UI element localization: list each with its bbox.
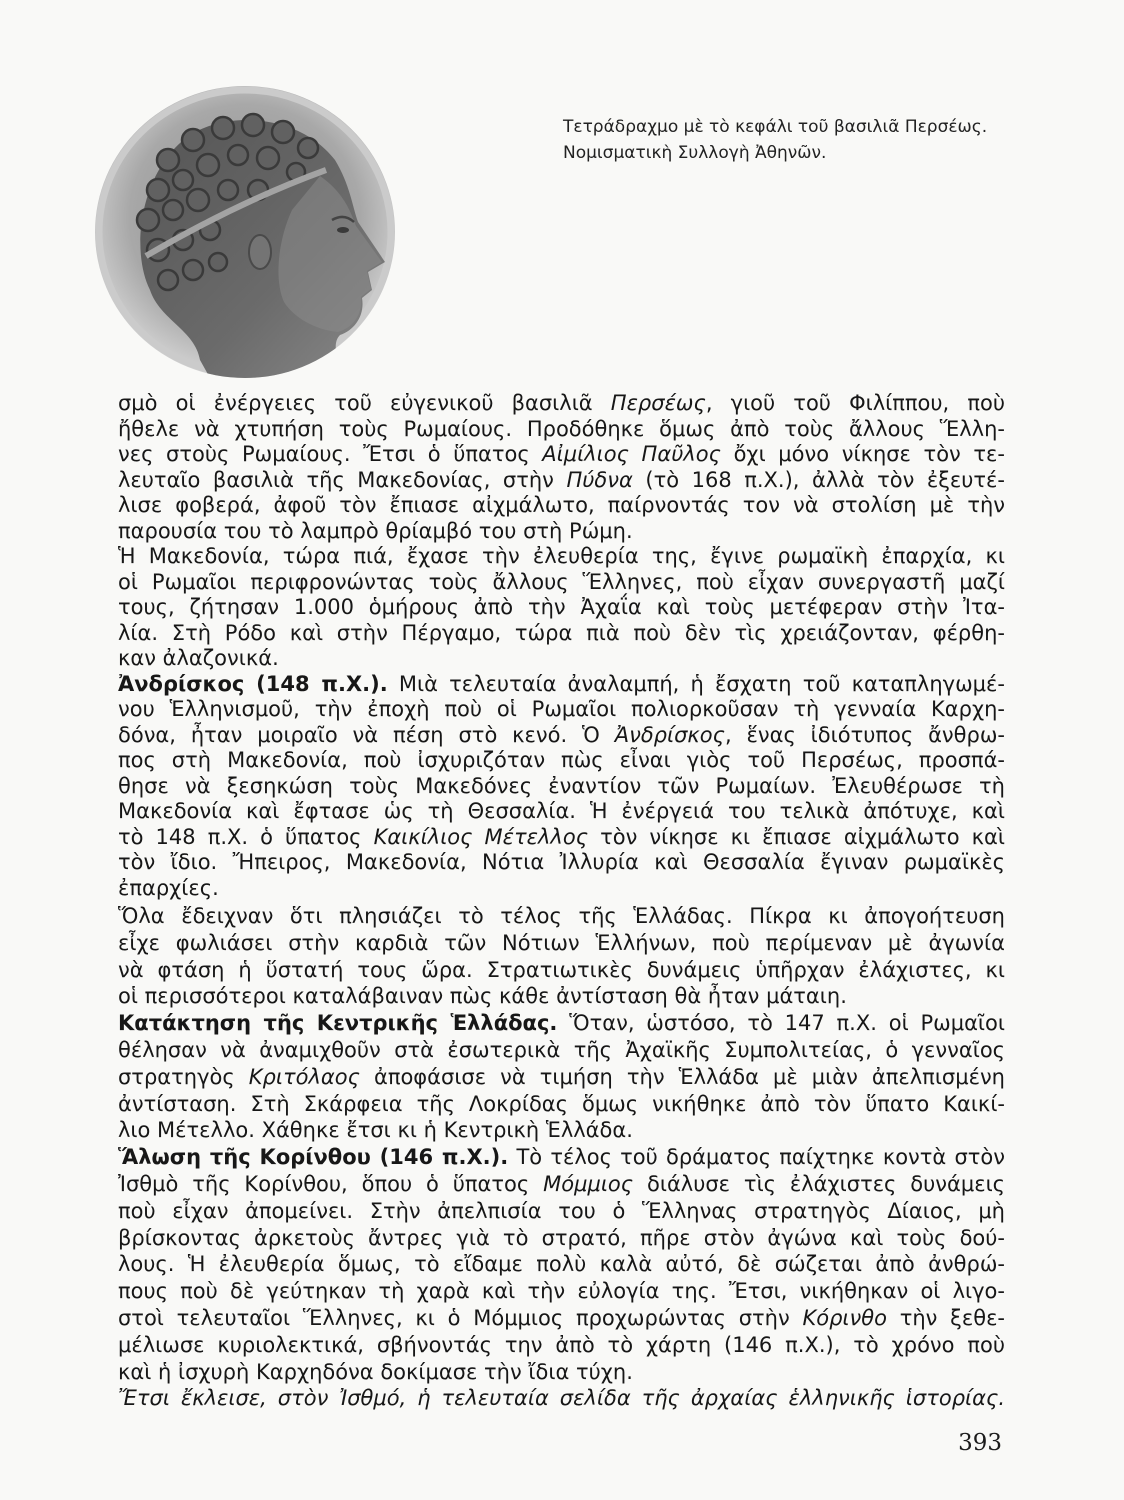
text-segment: ἤθελε νὰ χτυπήση τοὺς Ρωμαίους. Προδόθηκε ὅμως ἀπὸ τοὺς ἄλλους Ἕλλη- xyxy=(118,416,1005,441)
text-segment: Τὸ τέλος τοῦ δράματος παίχτηκε κοντὰ στὸν xyxy=(508,1145,1005,1170)
text-line xyxy=(118,1198,1005,1225)
text-line xyxy=(118,1091,1005,1118)
text-segment: τὸ 148 π.Χ. ὁ ὕπατος xyxy=(118,824,374,849)
text-segment: εἶχε φωλιάσει στὴν καρδιὰ τῶν Νότιων Ἑλλήνων, ποὺ περίμεναν μὲ ἀγωνία xyxy=(118,930,1005,955)
text-segment: λία. Στὴ Ρόδο καὶ στὴν Πέργαμο, τώρα πιὰ ποὺ δὲν τὶς χρειάζονταν, φέρθη- xyxy=(118,620,1005,645)
text-segment: νὰ φτάση ἡ ὕστατή τους ὥρα. Στρατιωτικὲς δυνάμεις ὑπῆρχαν ἐλάχιστες, κι xyxy=(118,957,1005,982)
text-line xyxy=(118,1037,1005,1064)
text-segment: στοὶ τελευταῖοι Ἕλληνες, κι ὁ Μόμμιος προχωρώντας στὴν xyxy=(118,1305,803,1330)
text-line xyxy=(118,1171,1005,1198)
text-line xyxy=(118,697,1005,723)
text-line xyxy=(118,391,1005,417)
text-line xyxy=(118,1385,1005,1412)
text-line xyxy=(118,876,1005,902)
italic-name: Μόμμιος xyxy=(543,1171,634,1196)
text-segment: , γιοῦ τοῦ Φιλίππου, ποὺ xyxy=(705,391,1005,415)
text-segment: ἀποφάσισε νὰ τιμήση τὴν Ἑλλάδα μὲ μιὰν ἀπελπισμένη xyxy=(359,1064,1005,1089)
text-line xyxy=(118,417,1005,443)
caption-line: Νομισματικὴ Συλλογὴ Ἀθηνῶν. xyxy=(563,143,827,163)
text-segment: θησε νὰ ξεσηκώση τοὺς Μακεδόνες ἐναντίον τῶν Ρωμαίων. Ἐλευθέρωσε τὴ xyxy=(118,773,1005,798)
italic-name: Πύδνα xyxy=(566,467,633,492)
text-segment: τὸν ἴδιο. Ἤπειρος, Μακεδονία, Νότια Ἰλλυρία καὶ Θεσσαλία ἔγιναν ρωμαϊκὲς xyxy=(118,850,1005,874)
text-line xyxy=(118,930,1005,957)
text-line xyxy=(118,723,1005,749)
text-segment: ἀντίσταση. Στὴ Σκάρφεια τῆς Λοκρίδας ὅμως νικήθηκε ἀπὸ τὸν ὕπατο Καικί- xyxy=(118,1091,1005,1116)
text-line xyxy=(118,983,1005,1010)
text-segment: δόνα, ἦταν μοιραῖο νὰ πέση στὸ κενό. Ὁ xyxy=(118,722,615,747)
text-line xyxy=(118,1144,1005,1171)
text-segment: παρουσία του τὸ λαμπρὸ θρίαμβό του στὴ Ρώμη. xyxy=(118,518,633,543)
text-line xyxy=(118,1251,1005,1278)
text-segment: Ἰσθμὸ τῆς Κορίνθου, ὅπου ὁ ὕπατος xyxy=(118,1171,544,1196)
text-segment: ἐπαρχίες. xyxy=(118,875,219,900)
text-segment: ὄχι μόνο νίκησε τὸν τε- xyxy=(720,442,1005,466)
text-line xyxy=(118,1064,1005,1091)
text-line xyxy=(118,1278,1005,1305)
text-segment: καν ἀλαζονικά. xyxy=(118,646,279,670)
text-line xyxy=(118,1359,1005,1386)
text-segment: μέλιωσε κυριολεκτικά, σβήνοντάς την ἀπὸ τὸ χάρτη (146 π.Χ.), τὸ χρόνο ποὺ xyxy=(118,1332,1005,1357)
text-line xyxy=(118,748,1005,774)
text-line xyxy=(118,519,1005,545)
section-heading: Ἀνδρίσκος (148 π.Χ.). xyxy=(118,671,388,696)
text-line xyxy=(118,1332,1005,1359)
text-segment: ποὺ εἶχαν ἀπομείνει. Στὴν ἀπελπισία του ὁ Ἕλληνας στρατηγὸς Δίαιος, μὴ xyxy=(118,1198,1005,1223)
body-text xyxy=(118,903,1005,1412)
italic-name: Περσέως xyxy=(610,391,706,415)
text-segment: καὶ ἡ ἰσχυρὴ Καρχηδόνα δοκίμασε τὴν ἴδια τύχη. xyxy=(118,1359,633,1384)
text-segment: πος στὴ Μακεδονία, ποὺ ἰσχυριζόταν πὼς εἶναι γιὸς τοῦ Περσέως, προσπά- xyxy=(118,748,1005,772)
text-segment: διάλυσε τὶς ἐλάχιστες δυνάμεις xyxy=(633,1171,1006,1196)
italic-name: Κόρινθο xyxy=(802,1305,887,1330)
text-segment: βρίσκοντας ἀρκετοὺς ἄντρες γιὰ τὸ στρατό, πῆρε στὸν ἀγώνα καὶ τοὺς δού- xyxy=(118,1225,1005,1250)
text-segment: θέλησαν νὰ ἀναμιχθοῦν στὰ ἐσωτερικὰ τῆς Ἀχαϊκῆς Συμπολιτείας, ὁ γενναῖος xyxy=(118,1037,1005,1062)
italic-name: Κριτόλαος xyxy=(248,1064,360,1089)
text-line xyxy=(118,799,1005,825)
text-line xyxy=(118,850,1005,876)
section-heading: Ἅλωση τῆς Κορίνθου (146 π.Χ.). xyxy=(118,1145,509,1170)
text-line xyxy=(118,774,1005,800)
text-segment: λιο Μέτελλο. Χάθηκε ἔτσι κι ἡ Κεντρικὴ Ἑλλάδα. xyxy=(118,1118,633,1143)
text-segment: τὴν ξεθε- xyxy=(886,1305,1005,1330)
body-text xyxy=(118,391,1005,901)
text-segment: οἱ Ρωμαῖοι περιφρονώντας τοὺς ἄλλους Ἕλληνες, ποὺ εἶχαν συνεργαστῆ μαζί xyxy=(118,569,1005,594)
text-segment: τους, ζήτησαν 1.000 ὁμήρους ἀπὸ τὴν Ἀχαΐα καὶ τοὺς μετέφεραν στὴν Ἰτα- xyxy=(118,595,1005,619)
text-segment: (τὸ 168 π.Χ.), ἀλλὰ τὸν ἐξευτέ- xyxy=(632,467,1005,492)
italic-name: Ἀνδρίσκος xyxy=(614,722,725,747)
text-line xyxy=(118,957,1005,984)
italic-name: Αἰμίλιος Παῦλος xyxy=(542,442,721,466)
text-line xyxy=(118,544,1005,570)
text-segment: σμὸ οἱ ἐνέργειες τοῦ εὐγενικοῦ βασιλιᾶ xyxy=(118,391,611,415)
text-line xyxy=(118,1117,1005,1144)
text-line xyxy=(118,442,1005,468)
text-line xyxy=(118,493,1005,519)
text-line xyxy=(118,646,1005,672)
text-segment: στρατηγὸς xyxy=(118,1064,249,1089)
text-segment: νου Ἑλληνισμοῦ, τὴν ἐποχὴ ποὺ οἱ Ρωμαῖοι πολιορκοῦσαν τὴ γενναία Καρχη- xyxy=(118,697,1005,721)
text-segment: Μιὰ τελευταία ἀναλαμπή, ἡ ἔσχατη τοῦ καταπληγωμέ- xyxy=(387,671,1005,696)
text-line xyxy=(118,468,1005,494)
text-line xyxy=(118,1010,1005,1037)
text-line xyxy=(118,672,1005,698)
closing-sentence: Ἔτσι ἔκλεισε, στὸν Ἰσθμό, ἡ τελευταία σελίδα τῆς ἀρχαίας ἑλληνικῆς ἱστορίας. xyxy=(118,1386,1005,1411)
text-line xyxy=(118,903,1005,930)
text-segment: Μακεδονία καὶ ἔφτασε ὡς τὴ Θεσσαλία. Ἡ ἐνέργειά του τελικὰ ἀπότυχε, καὶ xyxy=(118,799,1005,823)
text-segment: πους ποὺ δὲ γεύτηκαν τὴ χαρὰ καὶ τὴν εὐλογία της. Ἔτσι, νικήθηκαν οἱ λιγο- xyxy=(118,1279,1005,1304)
text-segment: Ἡ Μακεδονία, τώρα πιά, ἔχασε τὴν ἐλευθερία της, ἔγινε ρωμαϊκὴ ἐπαρχία, κι xyxy=(118,544,1005,568)
page-number: 393 xyxy=(958,1430,1002,1456)
text-line xyxy=(118,1225,1005,1252)
italic-name: Καικίλιος Μέτελλος xyxy=(373,824,589,849)
text-line xyxy=(118,570,1005,596)
text-segment: νες στοὺς Ρωμαίους. Ἔτσι ὁ ὕπατος xyxy=(118,442,543,466)
text-segment: οἱ περισσότεροι καταλάβαιναν πὼς κάθε ἀντίσταση θὰ ἦταν μάταιη. xyxy=(118,984,847,1009)
text-segment: , ἕνας ἰδιότυπος ἄνθρω- xyxy=(724,722,1005,747)
caption-line: Τετράδραχμο μὲ τὸ κεφάλι τοῦ βασιλιᾶ Περσέως. xyxy=(563,117,988,137)
text-segment: τὸν νίκησε κι ἔπιασε αἰχμάλωτο καὶ xyxy=(588,824,1005,849)
text-segment: λευταῖο βασιλιὰ τῆς Μακεδονίας, στὴν xyxy=(118,467,567,492)
image-caption xyxy=(563,114,1043,166)
coin-image xyxy=(88,80,408,390)
text-segment: λισε φοβερά, ἀφοῦ τὸν ἔπιασε αἰχμάλωτο, παίρνοντάς τον νὰ στολίση μὲ τὴν xyxy=(118,493,1005,517)
text-line xyxy=(118,621,1005,647)
text-line xyxy=(118,825,1005,851)
text-segment: Ὅταν, ὡστόσο, τὸ 147 π.Χ. οἱ Ρωμαῖοι xyxy=(557,1011,1005,1036)
text-segment: λους. Ἡ ἐλευθερία ὅμως, τὸ εἴδαμε πολὺ καλὰ αὐτό, δὲ σώζεται ἀπὸ ἀνθρώ- xyxy=(118,1252,1005,1277)
text-line xyxy=(118,1305,1005,1332)
section-heading: Κατάκτηση τῆς Κεντρικῆς Ἑλλάδας. xyxy=(118,1011,558,1036)
text-line xyxy=(118,595,1005,621)
text-segment: Ὅλα ἔδειχναν ὅτι πλησιάζει τὸ τέλος τῆς Ἑλλάδας. Πίκρα κι ἀπογοήτευση xyxy=(118,904,1005,928)
